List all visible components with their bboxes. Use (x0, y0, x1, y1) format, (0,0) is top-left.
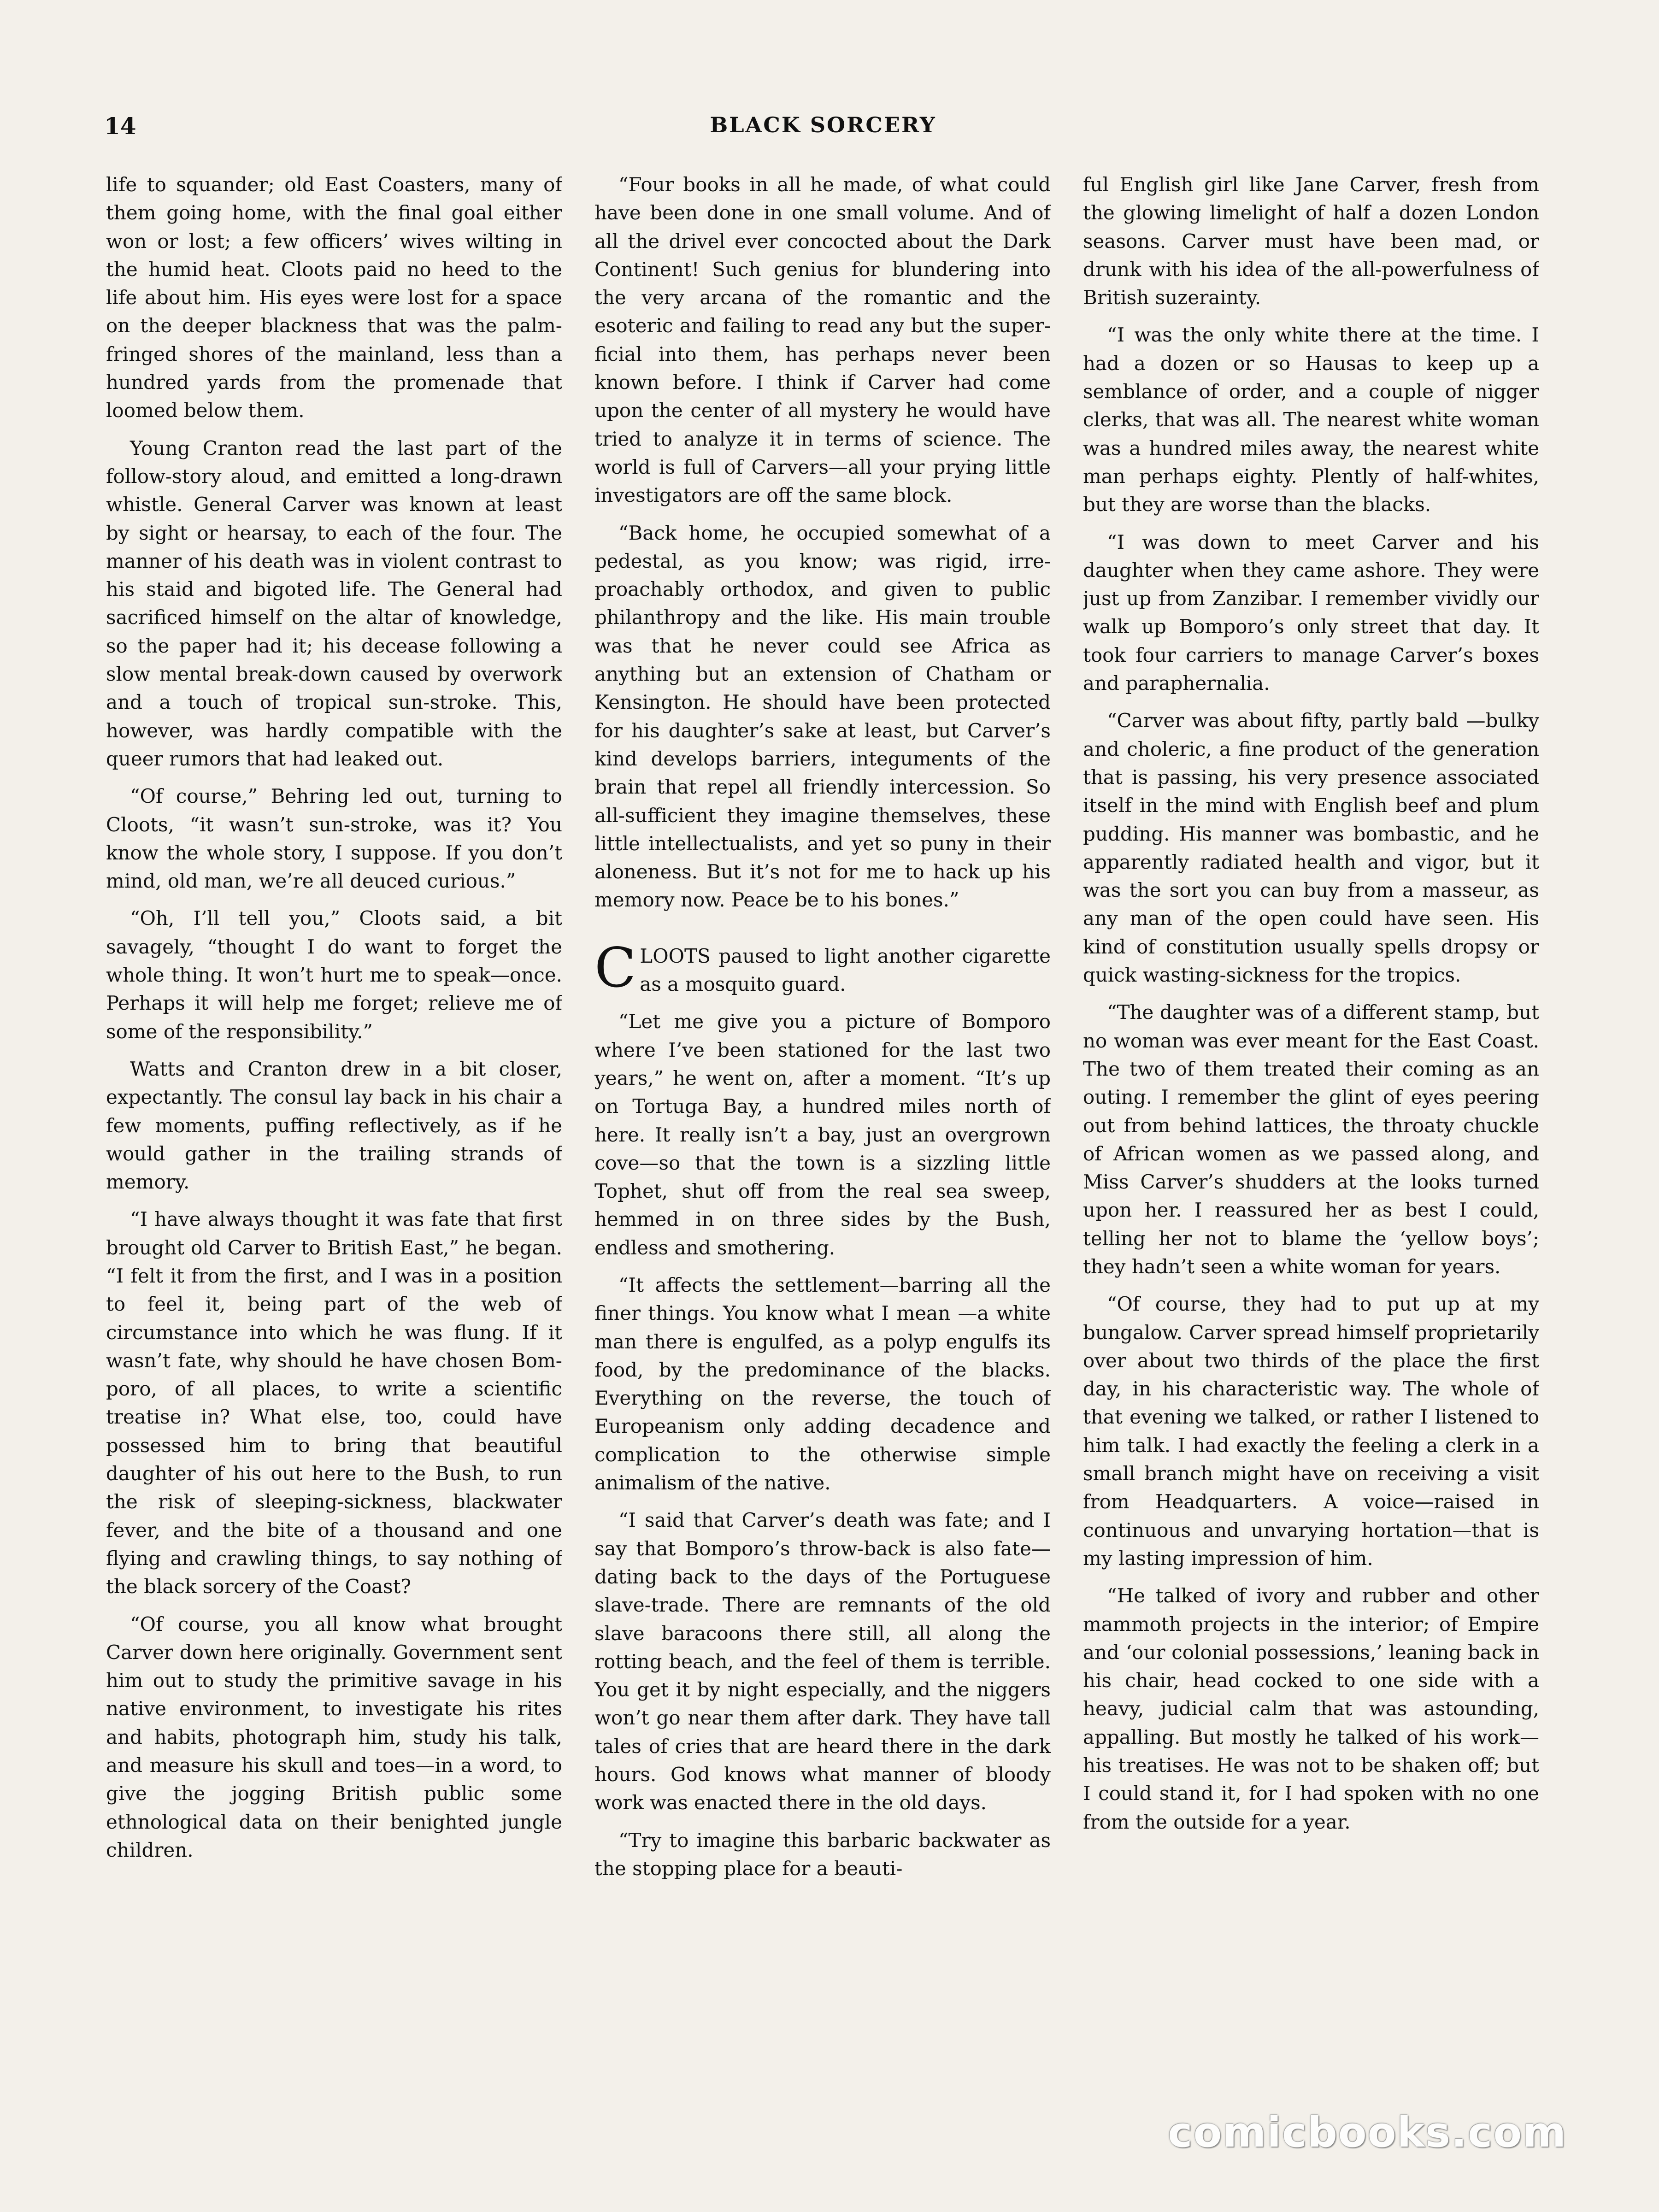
paragraph: Young Cranton read the last part of the follow-story aloud, and emitted a long-drawn whistle. General Carver was known at least by sight or hearsay, to each of the four. The manner of his death was in violent contrast to his staid and bigoted life. The General had sacrificed himself on the altar of knowledge, so the paper had it; his decease following a slow mental break-down caused by overwork and a touch of tropical sun-stroke. This, however, was hardly compatible with the queer rumors that had leaked out. (106, 436, 562, 770)
paragraph: “Oh, I’ll tell you,” Cloots said, a bit savagely, “thought I do want to forget the whole thing. It won’t hurt me to speak—once. Perhaps it will help me forget; relieve me of some of the responsibility.” (106, 907, 562, 1043)
page-header (104, 112, 1542, 149)
paragraph: Watts and Cranton drew in a bit closer, expectantly. The consul lay back in his chair a few moments, puffing reflectively, as if he would gather in the trailing strands of memory. (106, 1057, 562, 1194)
page-number: 14 (104, 112, 136, 140)
section-opening-paragraph (594, 935, 1051, 1000)
paragraph: “Of course,” Behring led out, turning to Cloots, “it wasn’t sun-stroke, was it? You know the whole story, I suppose. If you don’t mind, old man, we’re all deuced curious.” (106, 785, 562, 893)
paragraph: ful English girl like Jane Carver, fresh from the glowing limelight of half a dozen London seasons. Carver must have been mad, or drunk with his idea of the all-powerfulness of British suzerainty. (1083, 173, 1539, 309)
paragraph: “Carver was about fifty, partly bald —bulky and choleric, a fine product of the generation that is passing, his very presence associated itself in the mind with English beef and plum pudding. His manner was bombastic, and he apparently radiated health and vigor, but it was the sort you can buy from a masseur, as any man of the open could have seen. His kind of constitution usually spells dropsy or quick wasting-sickness for the tropics. (1083, 709, 1539, 987)
paragraph: “Back home, he occupied somewhat of a pedestal, as you know; was rigid, irreproachably orthodox, and given to public philanthropy and the like. His main trouble was that he never could see Africa as anything but an extension of Chatham or Kensington. He should have been protected for his daughter’s sake at least, but Carver’s kind develops barriers, integuments of the brain that repel all friendly intercession. So all-sufficient they imagine themselves, these little intellectualists, and yet so puny in their aloneness. But it’s not for me to hack up his memory now. Peace be to his bones.” (594, 521, 1051, 912)
paragraph: “I have always thought it was fate that first brought old Carver to British East,” he began. “I felt it from the first, and I was in a position to feel it, being part of the web of circumstance into which he was flung. If it wasn’t fate, why should he have chosen Bomporo, of all places, to write a scientific treatise in? What else, too, could have possessed him to bring that beautiful daughter of his out here to the Bush, to run the risk of sleeping-sickness, blackwater fever, and the bite of a thousand and one flying and crawling things, to say nothing of the black sorcery of the Coast? (106, 1208, 562, 1598)
paragraph: “Of course, they had to put up at my bungalow. Carver spread himself proprietarily over about two thirds of the place the first day, in his characteristic way. The whole of that evening we talked, or rather I listened to him talk. I had exactly the feeling a clerk in a small branch might have on receiving a visit from Headquarters. A voice—raised in continuous and unvarying hortation—that is my lasting impression of him. (1083, 1293, 1539, 1570)
paragraph: “I was the only white there at the time. I had a dozen or so Hausas to keep up a semblance of order, and a couple of nigger clerks, that was all. The nearest white woman was a hundred miles away, the nearest white man perhaps eighty. Plently of half-whites, but they are worse than the blacks. (1083, 324, 1539, 516)
paragraph: “Four books in all he made, of what could have been done in one small volume. And of all the drivel ever concocted about the Dark Continent! Such genius for blundering into the very arcana of the romantic and the esoteric and failing to read any but the superficial into them, has perhaps never been known before. I think if Carver had come upon the center of all mystery he would have tried to analyze it in terms of science. The world is full of Carvers—all your prying little investigators are off the same block. (594, 173, 1051, 507)
paragraph: “Let me give you a picture of Bomporo where I’ve been stationed for the last two years,” he went on, after a moment. “It’s up on Tortuga Bay, a hundred miles north of here. It really isn’t a bay, just an overgrown cove—so that the town is a sizzling little Tophet, shut off from the real sea sweep, hemmed in on three sides by the Bush, endless and smothering. (594, 1010, 1051, 1259)
paragraph: “It affects the settlement—barring all the finer things. You know what I mean —a white man there is engulfed, as a polyp engulfs its food, by the predominance of the blacks. Everything on the reverse, the touch of Europeanism only adding decadence and complication to the otherwise simple animalism of the native. (594, 1273, 1051, 1494)
text-column-2 (594, 171, 1051, 2106)
paragraph: “I was down to meet Carver and his daughter when they came ashore. They were just up from Zanzibar. I remember vividly our walk up Bomporo’s only street that day. It took four carriers to manage Carver’s boxes and paraphernalia. (1083, 530, 1539, 695)
running-title: BLACK SORCERY (710, 112, 936, 137)
paragraph: “Of course, you all know what brought Carver down here originally. Government sent him out to study the primitive savage in his native environment, to investigate his rites and habits, photograph him, study his talk, and measure his skull and toes—in a word, to give the jogging British public some ethnological data on their benighted jungle children. (106, 1612, 562, 1861)
drop-cap: C (594, 935, 636, 1000)
paragraph: “I said that Carver’s death was fate; and I say that Bomporo’s throw-back is also fate—dating back to the days of the Portuguese slave-trade. There are remnants of the old slave baracoons there still, all along the rotting beach, and the feel of them is terrible. You get it by night especially, and the niggers won’t go near them after dark. They have tall tales of cries that are heard there in the dark hours. God knows what manner of bloody work was enacted there in the old days. (594, 1509, 1051, 1814)
paragraph: “Try to imagine this barbaric backwater as the stopping place for a beauti- (594, 1829, 1051, 1880)
site-watermark: comicbooks.com (1168, 2108, 1567, 2157)
paragraph: life to squander; old East Coasters, many of them going home, with the final goal either won or lost; a few officers’ wives wilting in the humid heat. Cloots paid no heed to the life about him. His eyes were lost for a space on the deeper blackness that was the palm-fringed shores of the mainland, less than a hundred yards from the promenade that loomed below them. (106, 173, 562, 422)
text-column-1 (106, 171, 562, 2106)
paragraph-text: LOOTS paused to light another cigarette as a mosquito guard. (640, 944, 1051, 996)
paragraph: “He talked of ivory and rubber and other mammoth projects in the interior; of Empire and ‘our colonial possessions,’ leaning back in his chair, head cocked to one side with a heavy, judicial calm that was astounding, appalling. But mostly he talked of his work—his treatises. He was not to be shaken off; but I could stand it, for I had spoken with no one from the outside for a year. (1083, 1584, 1539, 1833)
paragraph: “The daughter was of a different stamp, but no woman was ever meant for the East Coast. The two of them treated their coming as an outing. I remember the glint of eyes peering out from behind lattices, the throaty chuckle of African women as we passed along, and Miss Carver’s shudders at the looks turned upon her. I reassured her as best I could, telling her not to blame the ‘yellow boys’; they hadn’t seen a white woman for years. (1083, 1001, 1539, 1278)
text-column-3 (1083, 171, 1539, 2106)
